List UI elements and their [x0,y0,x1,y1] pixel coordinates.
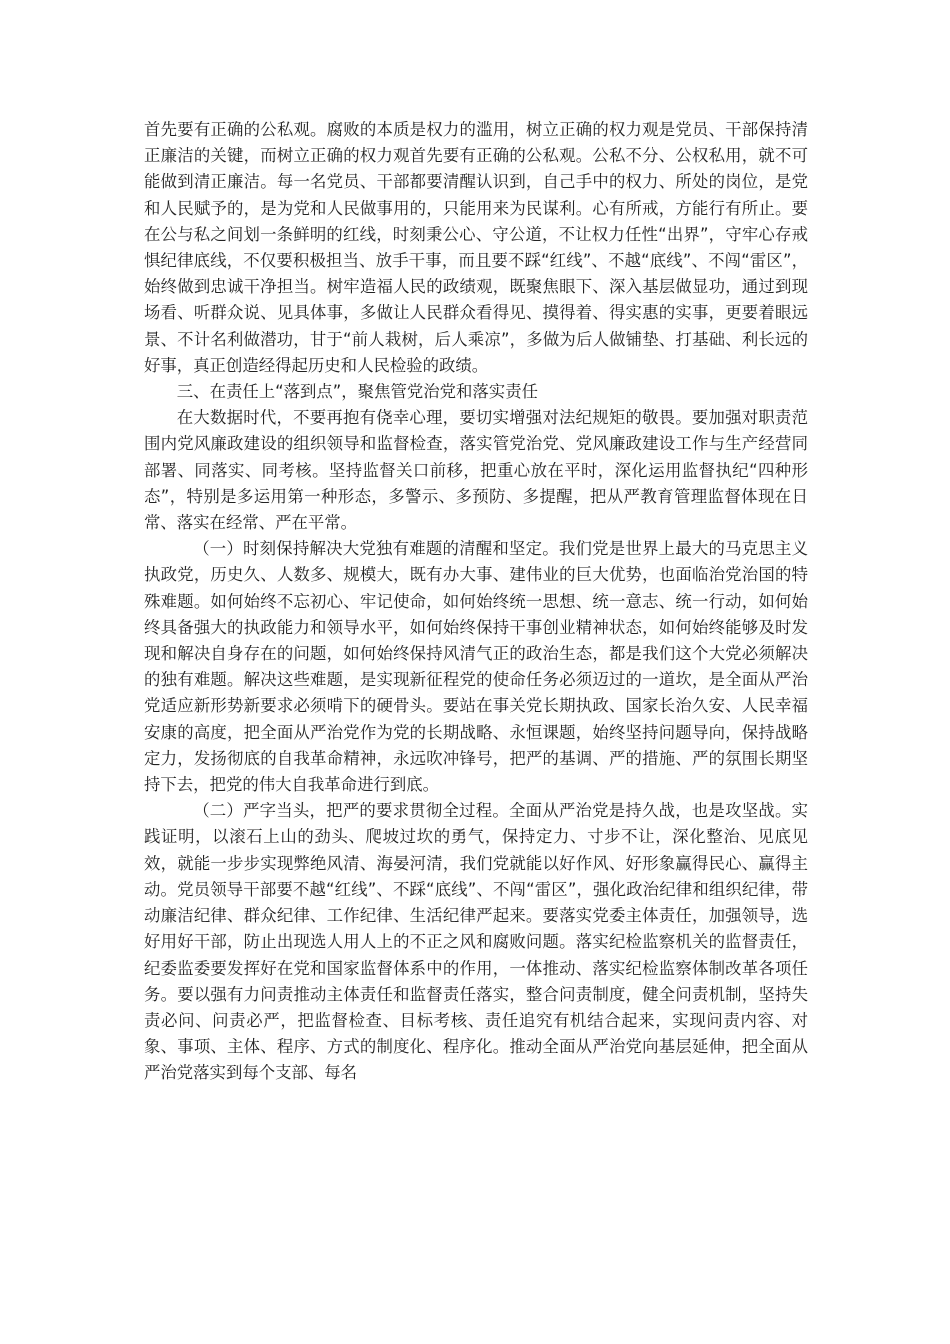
section-heading-three: 三、在责任上“落到点”，聚焦管党治党和落实责任 [176,382,538,402]
document-page [144,117,808,1087]
paragraph-big-data-era: 在大数据时代，不要再抱有侥幸心理，要切实增强对法纪规矩的敬畏。要加强对职责范围内党风廉政建设的组织领导和监督检查，落实管党治党、党风廉政建设工作与生产经营同部署、同落实、同考核。坚持监督关口前移，把重心放在平时，深化运用监督执纪“四种形态”，特别是多运用第一种形态，多警示、多预防、多提醒，把从严教育管理监督体现在日常、落实在经常、严在平常。 [144,408,808,533]
paragraph-subsection-two: （二）严字当头，把严的要求贯彻全过程。全面从严治党是持久战，也是攻坚战。实践证明，以滚石上山的劲头、爬坡过坎的勇气，保持定力、寸步不让，深化整治、见底见效，就能一步步实现弊绝风清、海晏河清，我们党就能以好作风、好形象赢得民心、赢得主动。党员领导干部要不越“红线”、不踩“底线”、不闯“雷区”，强化政治纪律和组织纪律，带动廉洁纪律、群众纪律、工作纪律、生活纪律严起来。要落实党委主体责任，加强领导，选好用好干部，防止出现选人用人上的不正之风和腐败问题。落实纪检监察机关的监督责任，纪委监委要发挥好在党和国家监督体系中的作用，一体推动、落实纪检监察体制改革各项任务。要以强有力问责推动主体责任和监督责任落实，整合问责制度，健全问责机制，坚持失责必问、问责必严，把监督检查、目标考核、责任追究有机结合起来，实现问责内容、对象、事项、主体、程序、方式的制度化、程序化。推动全面从严治党向基层延伸，把全面从严治党落实到每个支部、每名 [144,801,808,1083]
paragraph-subsection-one: （一）时刻保持解决大党独有难题的清醒和坚定。我们党是世界上最大的马克思主义执政党，历史久、人数多、规模大，既有办大事、建伟业的巨大优势，也面临治党治国的特殊难题。如何始终不忘初心、牢记使命，如何始终统一思想、统一意志、统一行动，如何始终具备强大的执政能力和领导水平，如何始终保持干事创业精神状态，如何始终能够及时发现和解决自身存在的问题，如何始终保持风清气正的政治生态，都是我们这个大党必须解决的独有难题。解决这些难题，是实现新征程党的使命任务必须迈过的一道坎，是全面从严治党适应新形势新要求必须啃下的硬骨头。要站在事关党长期执政、国家长治久安、人民幸福安康的高度，把全面从严治党作为党的长期战略、永恒课题，始终坚持问题导向，保持战略定力，发扬彻底的自我革命精神，永远吹冲锋号，把严的基调、严的措施、严的氛围长期坚持下去，把党的伟大自我革命进行到底。 [144,539,808,795]
paragraph-public-private-view: 首先要有正确的公私观。腐败的本质是权力的滥用，树立正确的权力观是党员、干部保持清正廉洁的关键，而树立正确的权力观首先要有正确的公私观。公私不分、公权私用，就不可能做到清正廉洁。每一名党员、干部都要清醒认识到，自己手中的权力、所处的岗位，是党和人民赋予的，是为党和人民做事用的，只能用来为民谋利。心有所戒，方能行有所止。要在公与私之间划一条鲜明的红线，时刻秉公心、守公道，不让权力任性“出界”，守牢心存戒惧纪律底线，不仅要积极担当、放手干事，而且要不踩“红线”、不越“底线”、不闯“雷区”，始终做到忠诚干净担当。树牢造福人民的政绩观，既聚焦眼下、深入基层做显功，通过到现场看、听群众说、见具体事，多做让人民群众看得见、摸得着、得实惠的实事，更要着眼远景、不计名利做潜功，甘于“前人栽树，后人乘凉”，多做为后人做铺垫、打基础、利长远的好事，真正创造经得起历史和人民检验的政绩。 [144,120,808,375]
